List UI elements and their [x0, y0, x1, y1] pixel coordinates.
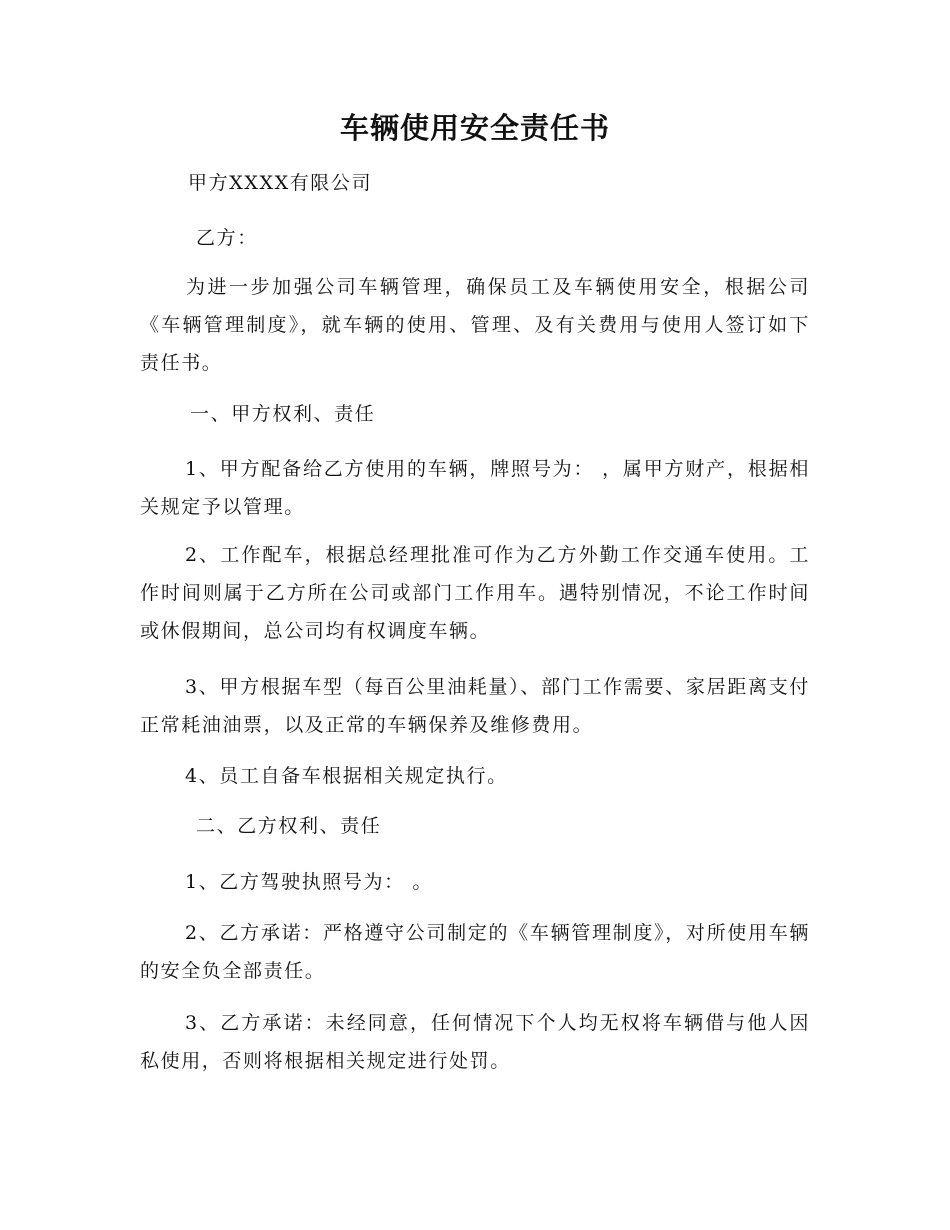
section-a-item-1	[140, 450, 810, 526]
section-a-item-3	[140, 668, 810, 744]
intro-text: 为进一步加强公司车辆管理，确保员工及车辆使用安全，根据公司《车辆管理制度》，就车辆的使用、管理、及有关费用与使用人签订如下责任书。	[140, 276, 810, 374]
section-b-item-2	[140, 914, 810, 990]
section-a-item-2-text: 2、工作配车，根据总经理批准可作为乙方外勤工作交通车使用。工作时间则属于乙方所在公司或部门工作用车。遇特别情况，不论工作时间或休假期间，总公司均有权调度车辆。	[140, 544, 810, 642]
section-a-heading: 一、甲方权利、责任	[190, 403, 376, 425]
section-a-item-4-text: 4、员工自备车根据相关规定执行。	[185, 765, 508, 787]
section-a-item-3-text: 3、甲方根据车型（每百公里油耗量）、部门工作需要、家居距离支付正常耗油油票，以及正常的车辆保养及维修费用。	[140, 676, 810, 736]
section-b-item-1	[140, 863, 810, 901]
section-b-item-2-text: 2、乙方承诺：严格遵守公司制定的《车辆管理制度》，对所使用车辆的安全负全部责任。	[140, 922, 810, 982]
intro-paragraph	[140, 268, 810, 382]
section-a-item-2	[140, 536, 810, 650]
section-a-item-4	[140, 757, 810, 795]
section-b-item-3	[140, 1004, 810, 1080]
section-b-item-3-text: 3、乙方承诺：未经同意，任何情况下个人均无权将车辆借与他人因私使用，否则将根据相关规定进行处罚。	[140, 1012, 810, 1072]
party-a-line: 甲方XXXX有限公司	[188, 172, 373, 194]
section-a-item-1-text: 1、甲方配备给乙方使用的车辆，牌照号为： ，属甲方财产，根据相关规定予以管理。	[140, 458, 810, 518]
section-b-item-1-text: 1、乙方驾驶执照号为： 。	[185, 871, 433, 893]
document-title: 车辆使用安全责任书	[339, 111, 610, 145]
party-b-line: 乙方：	[196, 227, 258, 249]
section-b-heading: 二、乙方权利、责任	[196, 815, 382, 837]
